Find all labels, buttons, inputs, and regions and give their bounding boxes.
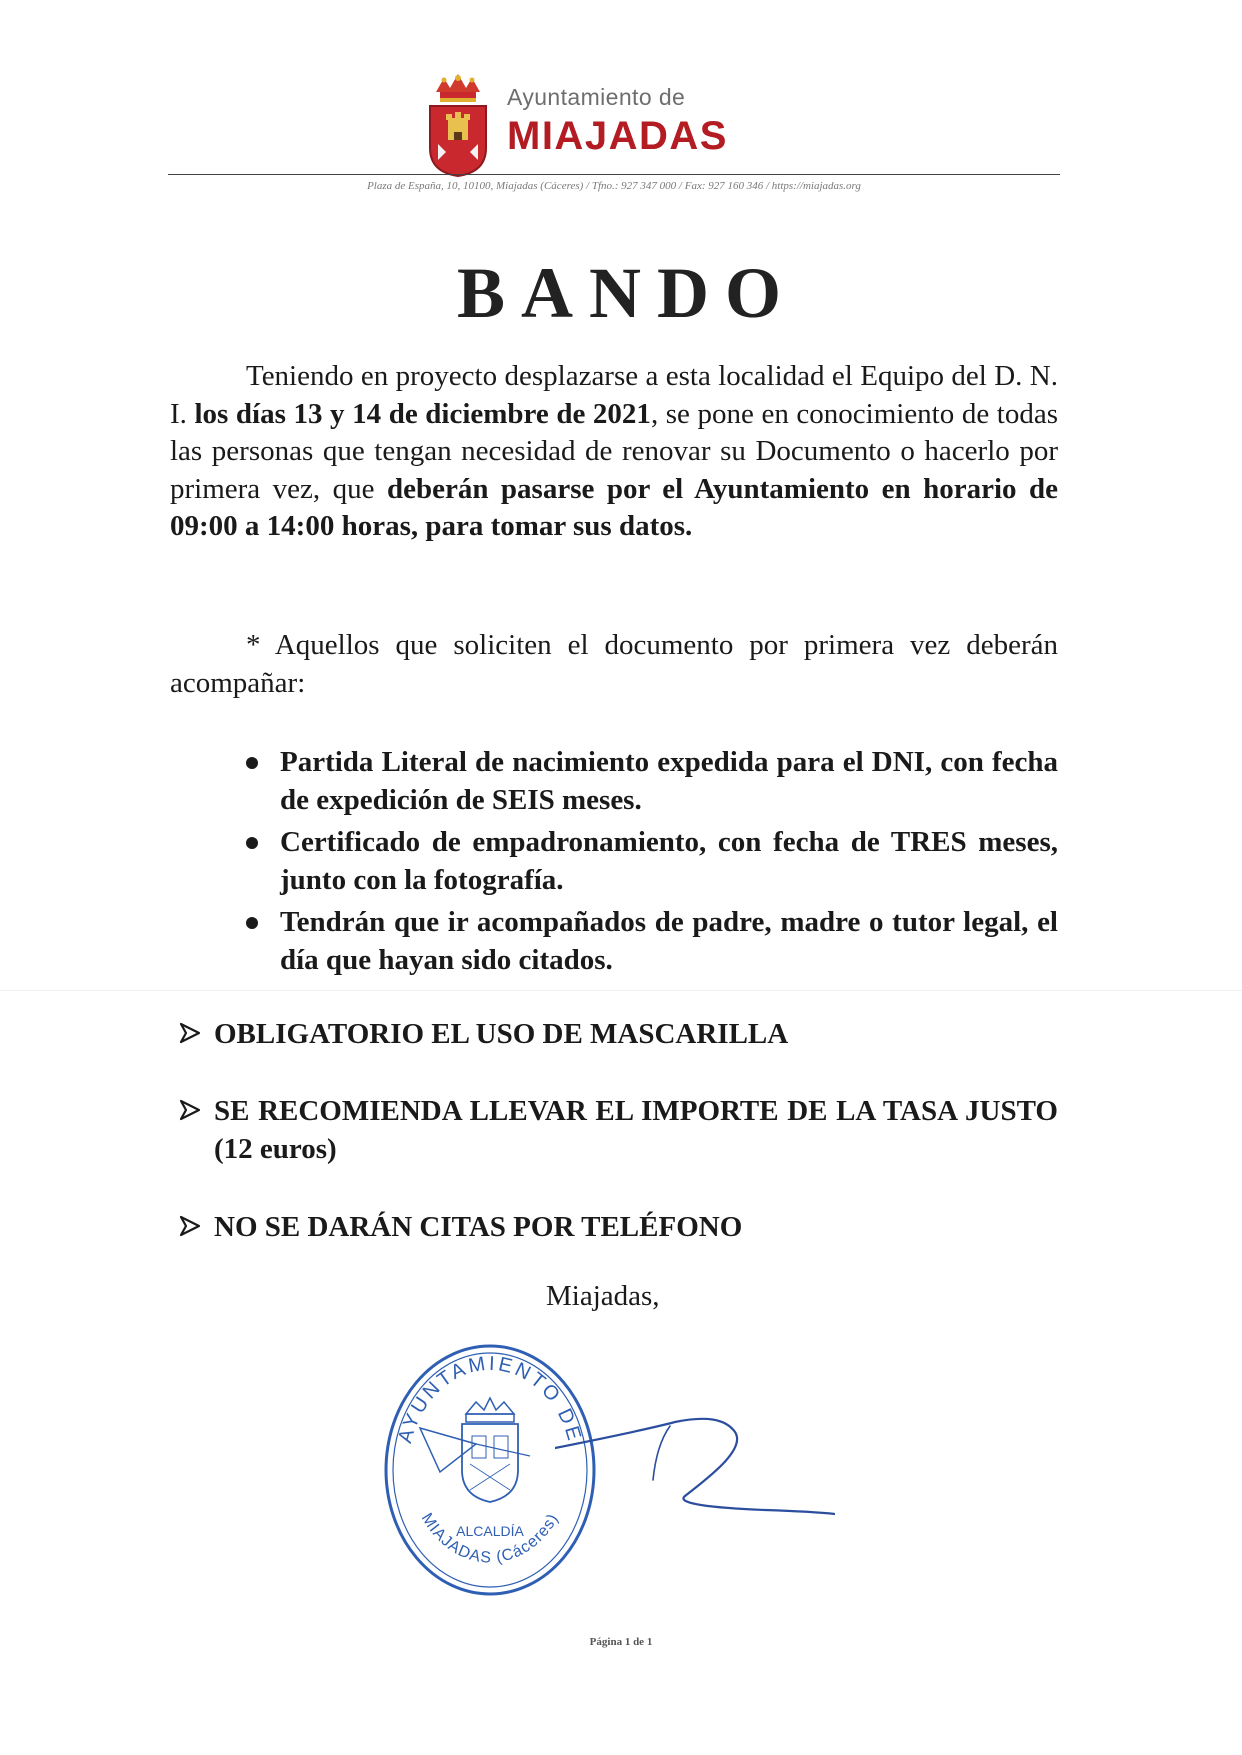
scan-divider: [0, 990, 1242, 991]
arrowhead-icon: [178, 1214, 202, 1238]
letterhead: [0, 0, 1242, 200]
intro-dates: los días 13 y 14 de diciembre de 2021: [194, 397, 651, 430]
notice-text: OBLIGATORIO EL USO DE MASCARILLA: [214, 1018, 789, 1050]
contact-details: Plaza de España, 10, 10100, Miajadas (Cáceres) / Tfno.: 927 347 000 / Fax: 927 160 346 / https://miajadas.org: [367, 180, 861, 192]
intro-text-1: Teniendo en proyecto desplazarse a esta localidad el Equipo del D. N. I.: [170, 360, 1058, 430]
closing-place: Miajadas,: [546, 1280, 660, 1312]
svg-text:MIAJADAS (Cáceres): MIAJADAS (Cáceres): [417, 1510, 563, 1567]
requirement-text: Partida Literal de nacimiento expedida para el DNI, con fecha de expedición de SEIS meses.: [280, 746, 1058, 816]
requirements-list: [280, 744, 1058, 984]
list-item: [280, 744, 1058, 819]
list-item: [280, 824, 1058, 899]
org-name-line2: MIAJADAS: [507, 114, 728, 158]
org-name-line1: Ayuntamiento de: [507, 84, 686, 110]
notice-mask: [214, 1015, 1058, 1053]
first-time-note: * Aquellos que soliciten el documento por primera vez deberán acompañar:: [170, 629, 1058, 699]
header-divider: [168, 174, 1060, 175]
intro-text-2: , se pone en conocimiento de todas las personas que tengan necesidad de renovar su Documento o hacerlo por primera vez, que: [170, 397, 1058, 505]
notice-text: SE RECOMIENDA LLEVAR EL IMPORTE DE LA TASA JUSTO (12 euros): [214, 1095, 1058, 1165]
svg-text:ALCALDÍA: ALCALDÍA: [456, 1523, 524, 1539]
arrowhead-icon: [178, 1098, 202, 1122]
coat-of-arms-logo: [426, 74, 490, 178]
notice-phone: [214, 1208, 1058, 1246]
notice-text: NO SE DARÁN CITAS POR TELÉFONO: [214, 1211, 743, 1243]
list-item: [280, 904, 1058, 979]
intro-paragraph: [170, 358, 1058, 546]
notice-fee: [214, 1092, 1058, 1168]
bullet-icon: [246, 757, 258, 769]
bullet-icon: [246, 917, 258, 929]
arrowhead-icon: [178, 1021, 202, 1045]
handwritten-signature: [555, 1400, 835, 1520]
document-title: BANDO: [456, 253, 797, 333]
bullet-icon: [246, 837, 258, 849]
requirement-text: Certificado de empadronamiento, con fecha de TRES meses, junto con la fotografía.: [280, 826, 1058, 896]
intro-instructions: deberán pasarse por el Ayuntamiento en horario de 09:00 a 14:00 horas, para tomar sus datos.: [170, 472, 1058, 542]
page-number: Página 1 de 1: [589, 1636, 653, 1648]
svg-text:AYUNTAMIENTO DE: AYUNTAMIENTO DE: [394, 1352, 586, 1446]
requirement-text: Tendrán que ir acompañados de padre, madre o tutor legal, el día que hayan sido citados.: [280, 906, 1058, 976]
